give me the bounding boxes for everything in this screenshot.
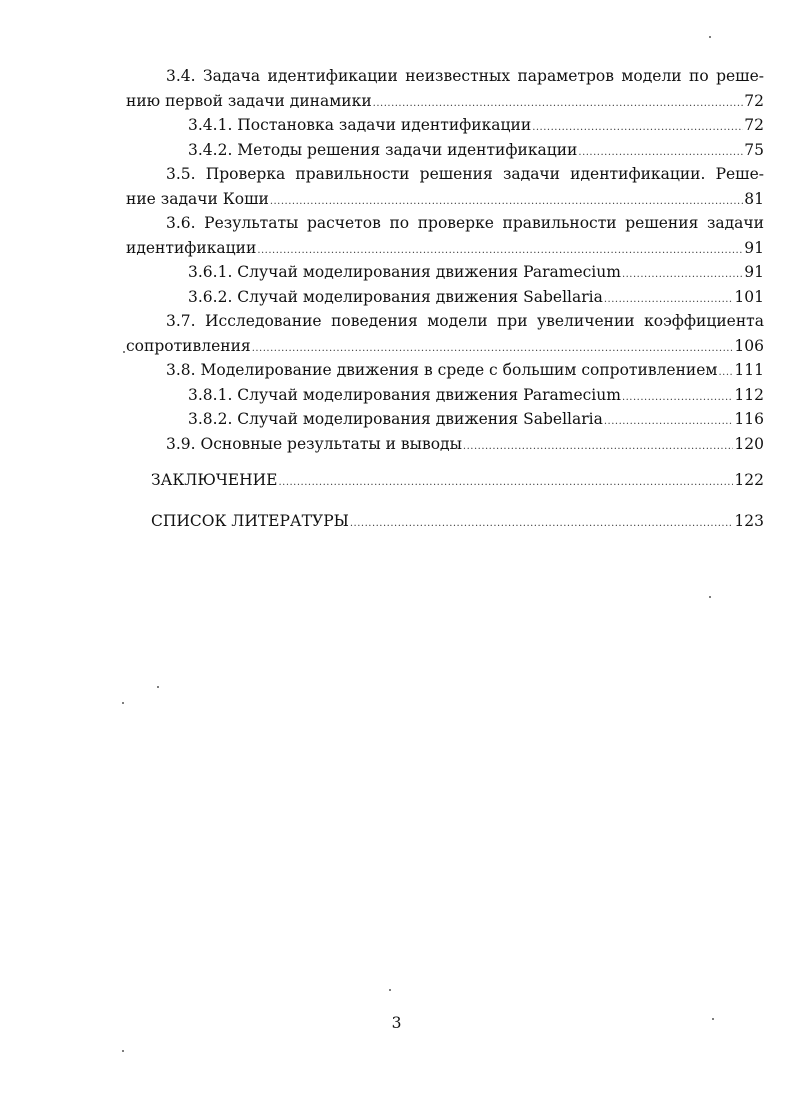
dot-leader [604,410,734,432]
table-of-contents [126,64,764,533]
toc-3-5-title-cont: ние задачи Коши [126,189,269,208]
toc-3-6-1-title: 3.6.1. Случай моделирования движения Paramecium [188,263,621,281]
toc-3-6-1-page: 91 [744,263,764,281]
toc-3-4-line1: 3.4. Задача идентификации неизвестных параметров модели по реше- [166,67,764,85]
dot-leader [373,92,744,114]
dot-leader [252,337,734,359]
dot-leader [622,263,743,285]
scan-speck [709,36,711,38]
toc-3-4-2[interactable] [126,138,764,163]
toc-3-6-2[interactable] [126,285,764,310]
toc-3-4-2-page: 75 [744,140,764,159]
toc-3-6-line1: 3.6. Результаты расчетов по проверке правильности решения задачи [166,214,764,232]
scan-speck [389,989,391,991]
toc-3-5-line1: 3.5. Проверка правильности решения задачи идентификации. Реше- [166,165,764,183]
toc-3-6-line2[interactable] [126,236,764,261]
scan-speck [712,1018,714,1020]
dot-leader [622,386,733,408]
toc-3-8-2-title: 3.8.2. Случай моделирования движения Sabellaria [188,410,603,428]
toc-3-4-line2[interactable] [126,89,764,114]
toc-conclusion-title: ЗАКЛЮЧЕНИЕ [151,471,278,489]
scan-speck [122,702,124,704]
toc-3-8-1-title: 3.8.1. Случай моделирования движения Paramecium [188,385,621,404]
page-number: 3 [391,1014,402,1032]
toc-3-7-line1: 3.7. Исследование поведения модели при увеличении коэффициента [166,312,764,330]
scan-speck [123,351,125,353]
toc-conclusion-page: 122 [734,471,764,489]
scan-speck [709,596,711,598]
dot-leader [532,116,743,138]
dot-leader [718,361,733,383]
toc-3-8-2[interactable] [126,407,764,432]
dot-leader [604,288,734,310]
toc-3-4-2-title: 3.4.2. Методы решения задачи идентификации [188,140,578,159]
toc-3-7-line2[interactable] [126,334,764,359]
dot-leader [257,239,743,261]
toc-3-7-title-cont: сопротивления [126,336,251,355]
toc-3-9[interactable] [126,432,764,457]
toc-3-6-title-cont: идентификации [126,238,257,257]
toc-references-title: СПИСОК ЛИТЕРАТУРЫ [151,511,349,530]
toc-3-4-title-cont: нию первой задачи динамики [126,91,372,110]
toc-3-6-2-title: 3.6.2. Случай моделирования движения Sabellaria [188,287,603,306]
dot-leader [350,512,734,534]
scan-speck [122,1050,124,1052]
toc-3-6-2-page: 101 [734,287,764,306]
toc-3-8-1[interactable] [126,383,764,408]
toc-3-4-page: 72 [744,91,764,110]
toc-3-8-1-page: 112 [734,385,764,404]
toc-3-4-1[interactable] [126,113,764,138]
dot-leader [578,141,743,163]
toc-references[interactable] [126,509,764,534]
dot-leader [463,435,733,457]
toc-3-8[interactable] [126,358,764,383]
toc-3-6-page: 91 [744,238,764,257]
scan-speck [157,686,159,688]
toc-3-4-1-page: 72 [744,116,764,134]
dot-leader [270,190,743,212]
toc-references-page: 123 [734,511,764,530]
toc-3-9-title: 3.9. Основные результаты и выводы [166,434,462,453]
toc-3-8-2-page: 116 [734,410,764,428]
toc-3-8-page: 111 [734,361,764,379]
toc-3-7-page: 106 [734,336,764,355]
toc-3-5-line2[interactable] [126,187,764,212]
dot-leader [278,471,733,493]
toc-3-9-page: 120 [734,434,764,453]
toc-3-6-1[interactable] [126,260,764,285]
toc-3-4-1-title: 3.4.1. Постановка задачи идентификации [188,116,532,134]
toc-3-8-title: 3.8. Моделирование движения в среде с большим сопротивлением [166,361,718,379]
toc-3-5-page: 81 [744,189,764,208]
toc-conclusion[interactable] [126,468,764,493]
